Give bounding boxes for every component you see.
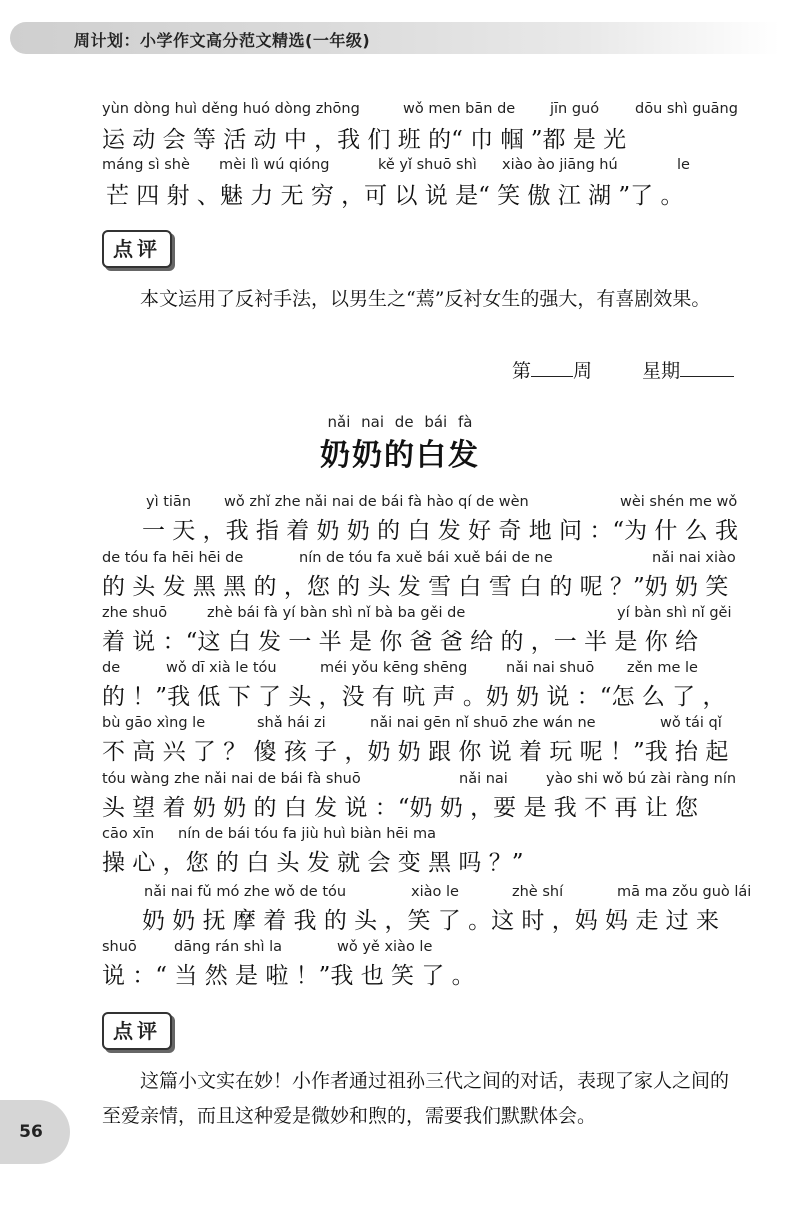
pinyin-segment: tóu wàng zhe nǎi nai de bái fà shuō [102, 771, 361, 787]
pinyin-row [102, 494, 752, 514]
pinyin-segment: wǒ dī xià le tóu [166, 660, 277, 676]
pinyin-row [102, 660, 752, 680]
pinyin-segment: dāng rán shì la [174, 939, 283, 955]
weekday-word: 星期 [642, 360, 681, 382]
text-line: 着 说 ：“这 白 发 一 半 是 你 爸 爸 给 的 ，一 半 是 你 给 [102, 629, 699, 655]
pinyin-segment: yào shi wǒ bú zài ràng nín [546, 771, 737, 787]
pinyin-row [102, 715, 752, 735]
pinyin-segment: xiào ào jiāng hú [502, 157, 618, 173]
pinyin-segment: yí bàn shì nǐ gěi [617, 605, 732, 621]
pinyin-segment: nín de tóu fa xuě bái xuě bái de ne [299, 550, 553, 566]
pinyin-row [102, 605, 752, 625]
pinyin-segment: cāo xīn [102, 826, 155, 842]
pinyin-segment: de tóu fa hēi hēi de [102, 550, 244, 566]
article-title: 奶奶的白发 [320, 438, 480, 473]
pinyin-row [102, 157, 752, 177]
pinyin-segment: wǒ zhǐ zhe nǎi nai de bái fà hào qí de wèn [224, 494, 529, 510]
pinyin-segment: mā ma zǒu guò lái [617, 884, 752, 900]
pinyin-row [102, 826, 752, 846]
pinyin-segment: nǎi nai shuō [506, 660, 595, 676]
pinyin-row [102, 101, 752, 121]
pinyin-segment: méi yǒu kēng shēng [320, 660, 468, 676]
pinyin-segment: wǒ men bān de [403, 101, 516, 117]
text-line: 运 动 会 等 活 动 中 ，我 们 班 的“ 巾 帼 ”都 是 光 [102, 127, 627, 153]
pinyin-segment: jīn guó [550, 101, 600, 117]
pinyin-segment: wèi shén me wǒ [620, 494, 738, 510]
pinyin-row [102, 771, 752, 791]
week-word: 周 [573, 360, 593, 382]
pinyin-segment: xiào le [411, 884, 459, 900]
text-line: 说 ：“ 当 然 是 啦 ！”我 也 笑 了 。 [102, 963, 475, 989]
week-prefix: 第 [512, 360, 532, 382]
pinyin-segment: de [102, 660, 121, 676]
comment-tag [102, 230, 172, 268]
comment-label: 点评 [113, 1019, 161, 1043]
pinyin-row [102, 884, 752, 904]
pinyin-segment: dōu shì guāng [635, 101, 738, 117]
text-line: 不 高 兴 了 ？ 傻 孩 子 ，奶 奶 跟 你 说 着 玩 呢 ！”我 抬 起 [102, 739, 729, 765]
book-title: 周计划：小学作文高分范文精选(一年级) [74, 31, 371, 50]
pinyin-segment: nǎi nai fǔ mó zhe wǒ de tóu [144, 884, 347, 900]
pinyin-row [102, 939, 752, 959]
pinyin-segment: zhè bái fà yí bàn shì nǐ bà ba gěi de [207, 605, 466, 621]
pinyin-segment: zěn me le [627, 660, 698, 676]
pinyin-segment: nín de bái tóu fa jiù huì biàn hēi ma [178, 826, 436, 842]
pinyin-row [102, 550, 752, 570]
pinyin-segment: zhe shuō [102, 605, 168, 621]
pinyin-segment: zhè shí [512, 884, 564, 900]
text-line: 的 ！”我 低 下 了 头 ，没 有 吭 声 。奶 奶 说 ：“怎 么 了 ， [102, 684, 726, 710]
pinyin-segment: máng sì shè [102, 157, 190, 173]
pinyin-segment: shuō [102, 939, 137, 955]
pinyin-segment: bù gāo xìng le [102, 715, 206, 731]
page-number: 56 [19, 1122, 43, 1142]
text-line: 芒 四 射 、魅 力 无 穷 ，可 以 说 是“ 笑 傲 江 湖 ”了 。 [106, 183, 684, 209]
pinyin-segment: nǎi nai [459, 771, 508, 787]
pinyin-segment: mèi lì wú qióng [219, 157, 330, 173]
comment-tag [102, 1012, 172, 1050]
pinyin-segment: le [677, 157, 690, 173]
title-pinyin: nǎi nai de bái fà [327, 413, 473, 431]
week-weekday-line [512, 356, 734, 383]
comment-text: 本文运用了反衬手法，以男生之“蔫”反衬女生的强大，有喜剧效果。 [140, 288, 711, 310]
pinyin-segment: nǎi nai gēn nǐ shuō zhe wán ne [370, 715, 596, 731]
pinyin-segment: kě yǐ shuō shì [378, 157, 477, 173]
text-line: 的 头 发 黑 黑 的 ，您 的 头 发 雪 白 雪 白 的 呢 ？”奶 奶 笑 [102, 574, 729, 600]
weekday-blank [680, 358, 734, 377]
pinyin-segment: shǎ hái zi [257, 715, 326, 731]
text-line: 操 心 ，您 的 白 头 发 就 会 变 黑 吗 ？” [102, 850, 524, 876]
comment-text-line: 这篇小文实在妙！小作者通过祖孙三代之间的对话，表现了家人之间的 [140, 1070, 730, 1092]
text-line: 一 天 ，我 指 着 奶 奶 的 白 发 好 奇 地 问 ：“为 什 么 我 [142, 518, 739, 544]
pinyin-segment: yùn dòng huì děng huó dòng zhōng [102, 101, 360, 117]
text-line: 奶 奶 抚 摩 着 我 的 头 ，笑 了 。这 时 ，妈 妈 走 过 来 [142, 908, 719, 934]
pinyin-segment: wǒ tái qǐ [660, 715, 722, 731]
pinyin-segment: yì tiān [146, 494, 192, 510]
comment-label: 点评 [113, 237, 161, 261]
pinyin-segment: nǎi nai xiào [652, 550, 736, 566]
text-line: 头 望 着 奶 奶 的 白 发 说 ：“奶 奶 ，要 是 我 不 再 让 您 [102, 795, 699, 821]
week-number-blank [531, 358, 573, 377]
comment-text-line: 至爱亲情，而且这种爱是微妙和煦的，需要我们默默体会。 [102, 1105, 597, 1127]
pinyin-segment: wǒ yě xiào le [337, 939, 433, 955]
